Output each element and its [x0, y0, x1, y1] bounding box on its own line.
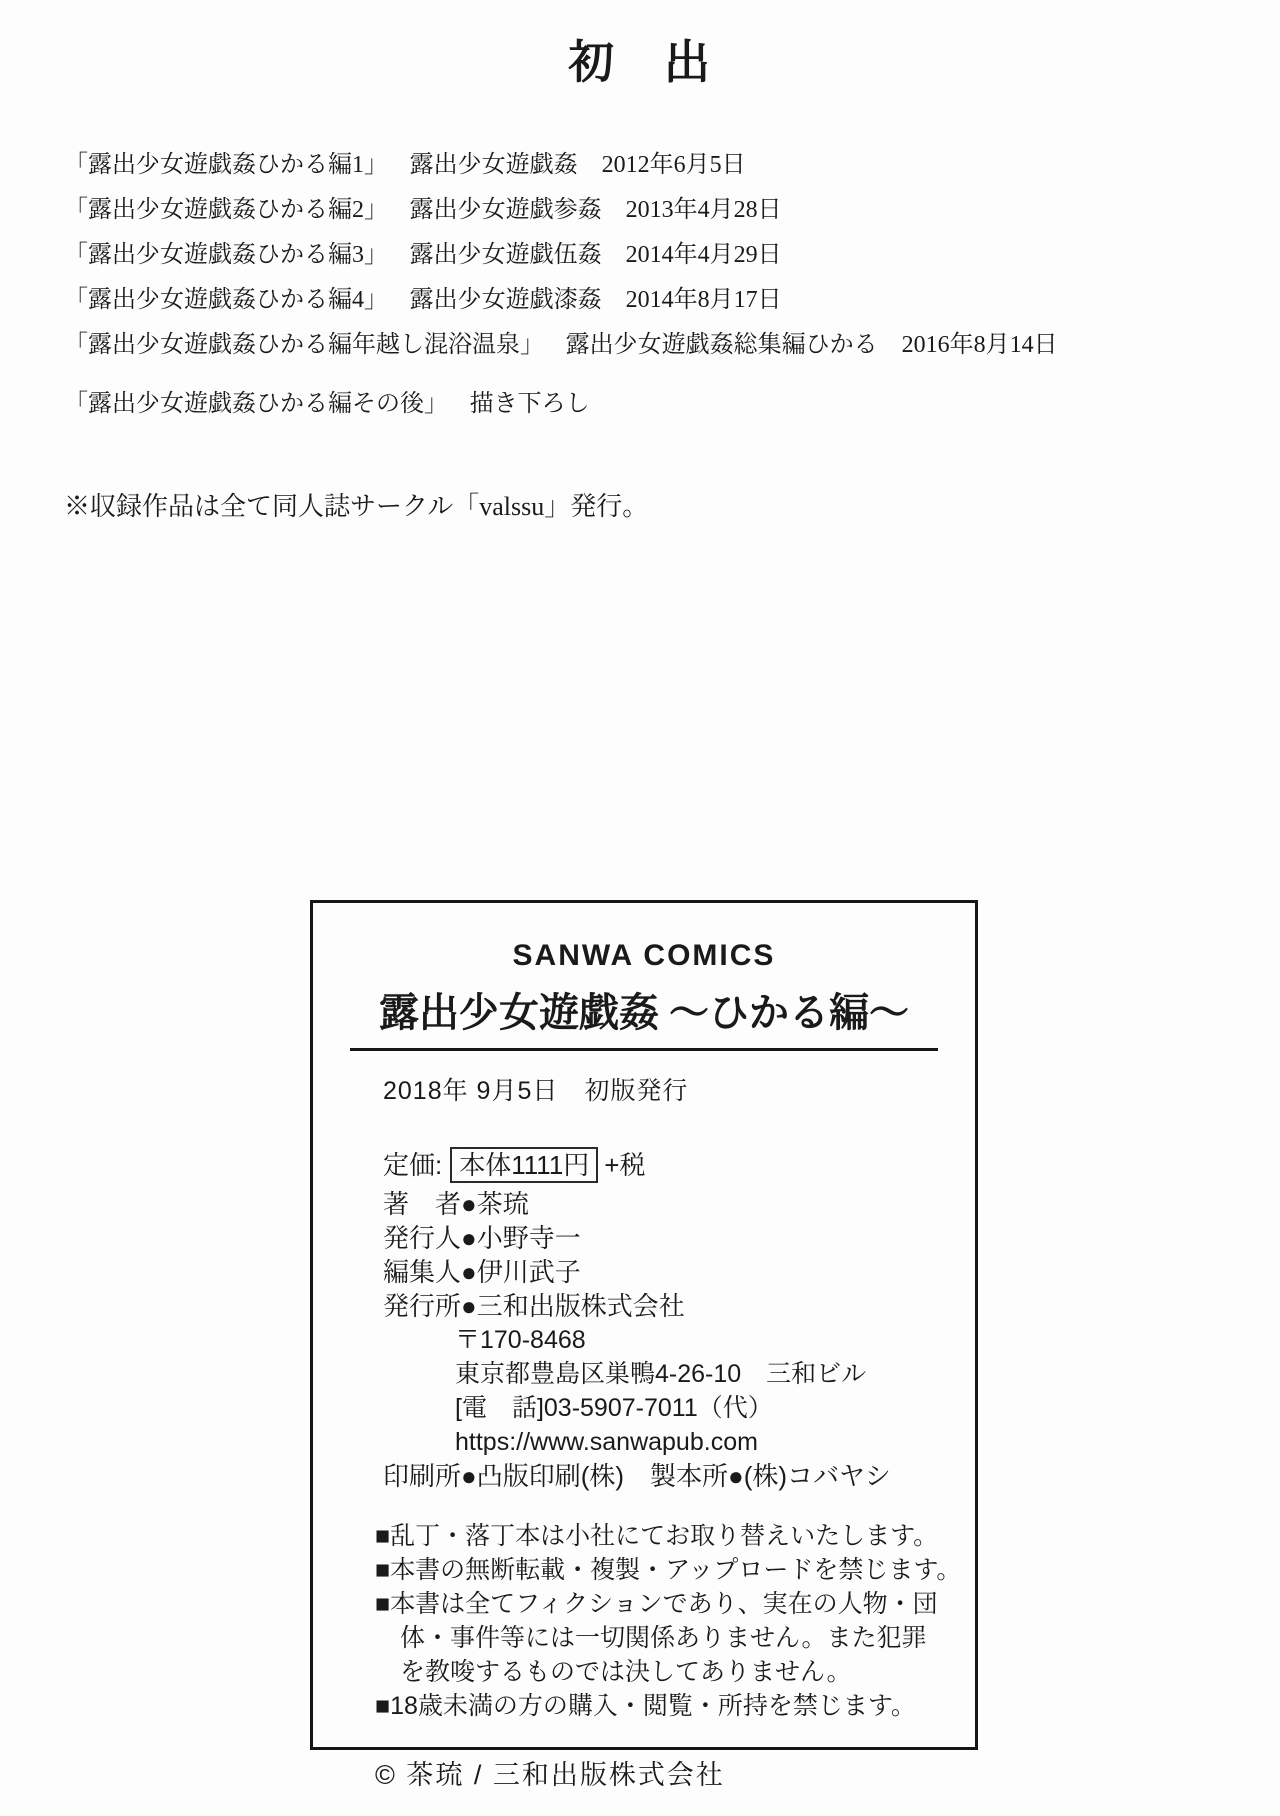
price-label: 定価: — [383, 1150, 443, 1180]
notice-line-continuation: 体・事件等には一切関係ありません。また犯罪 — [400, 1624, 927, 1652]
publication-name: 露出少女遊戯姦 — [409, 152, 578, 178]
notice-line: ■本書の無断転載・複製・アップロードを禁じます。 — [375, 1556, 962, 1584]
publication-name: 露出少女遊戯伍姦 — [409, 242, 602, 268]
page-title: 初 出 — [568, 37, 712, 88]
publisher-person-line: 発行人●小野寺一 — [383, 1223, 581, 1253]
publication-name: 露出少女遊戯漆姦 — [409, 287, 602, 313]
imprint-label: SANWA COMICS — [512, 939, 776, 972]
first-publication-list — [64, 143, 1240, 427]
publication-date: 2016年8月14日 — [901, 332, 1058, 358]
publication-entry — [64, 323, 1240, 368]
postal-code: 〒170-8468 — [455, 1326, 586, 1354]
phone-number: [電 話]03-5907-7011（代） — [455, 1394, 773, 1422]
publication-date: 2013年4月28日 — [625, 197, 782, 223]
publication-name: 露出少女遊戯参姦 — [409, 197, 602, 223]
price-tax-suffix: +税 — [604, 1150, 646, 1180]
circle-note: ※収録作品は全て同人誌サークル「valssu」発行。 — [64, 492, 649, 521]
notice-line: ■18歳未満の方の購入・閲覧・所持を禁じます。 — [375, 1692, 916, 1720]
publication-entry — [64, 143, 1240, 188]
printer-binder-line: 印刷所●凸版印刷(株) 製本所●(株)コバヤシ — [383, 1461, 891, 1491]
author-line: 著 者●茶琉 — [383, 1189, 529, 1219]
title-divider — [350, 1048, 938, 1051]
publication-entry — [64, 188, 1240, 233]
publisher-url: https://www.sanwapub.com — [455, 1428, 758, 1456]
notice-line-continuation: を教唆するものでは決してありません。 — [400, 1658, 852, 1686]
work-title: 「露出少女遊戯姦ひかる編年越し混浴温泉」 — [64, 332, 544, 358]
copyright-line: © 茶琉 / 三和出版株式会社 — [375, 1760, 725, 1790]
work-title: 「露出少女遊戯姦ひかる編3」 — [64, 242, 388, 268]
publication-entry — [64, 382, 1240, 427]
price-line — [383, 1147, 975, 1183]
notice-line: ■乱丁・落丁本は小社にてお取り替えいたします。 — [375, 1522, 939, 1550]
publication-date: 2014年4月29日 — [625, 242, 782, 268]
publication-info-box — [310, 900, 978, 1790]
publication-entry — [64, 278, 1240, 323]
notice-line: ■本書は全てフィクションであり、実在の人物・団 — [375, 1590, 938, 1618]
editor-line: 編集人●伊川武子 — [383, 1257, 581, 1287]
work-title: 「露出少女遊戯姦ひかる編2」 — [64, 197, 388, 223]
publication-name: 露出少女遊戯姦総集編ひかる — [565, 332, 878, 358]
publication-name: 描き下ろし — [469, 391, 590, 417]
book-title: 露出少女遊戯姦 ～ひかる編～ — [379, 990, 909, 1035]
work-title: 「露出少女遊戯姦ひかる編その後」 — [64, 391, 448, 417]
publication-date: 2012年6月5日 — [601, 152, 746, 178]
price-boxed-value: 本体1111円 — [450, 1147, 598, 1183]
publication-entry — [64, 233, 1240, 278]
publication-date: 2014年8月17日 — [625, 287, 782, 313]
print-date: 2018年 9月5日 初版発行 — [383, 1077, 689, 1105]
work-title: 「露出少女遊戯姦ひかる編1」 — [64, 152, 388, 178]
legal-notices — [375, 1519, 975, 1723]
street-address: 東京都豊島区巣鴨4-26-10 三和ビル — [455, 1360, 867, 1388]
work-title: 「露出少女遊戯姦ひかる編4」 — [64, 287, 388, 313]
publisher-company-line: 発行所●三和出版株式会社 — [383, 1291, 685, 1321]
